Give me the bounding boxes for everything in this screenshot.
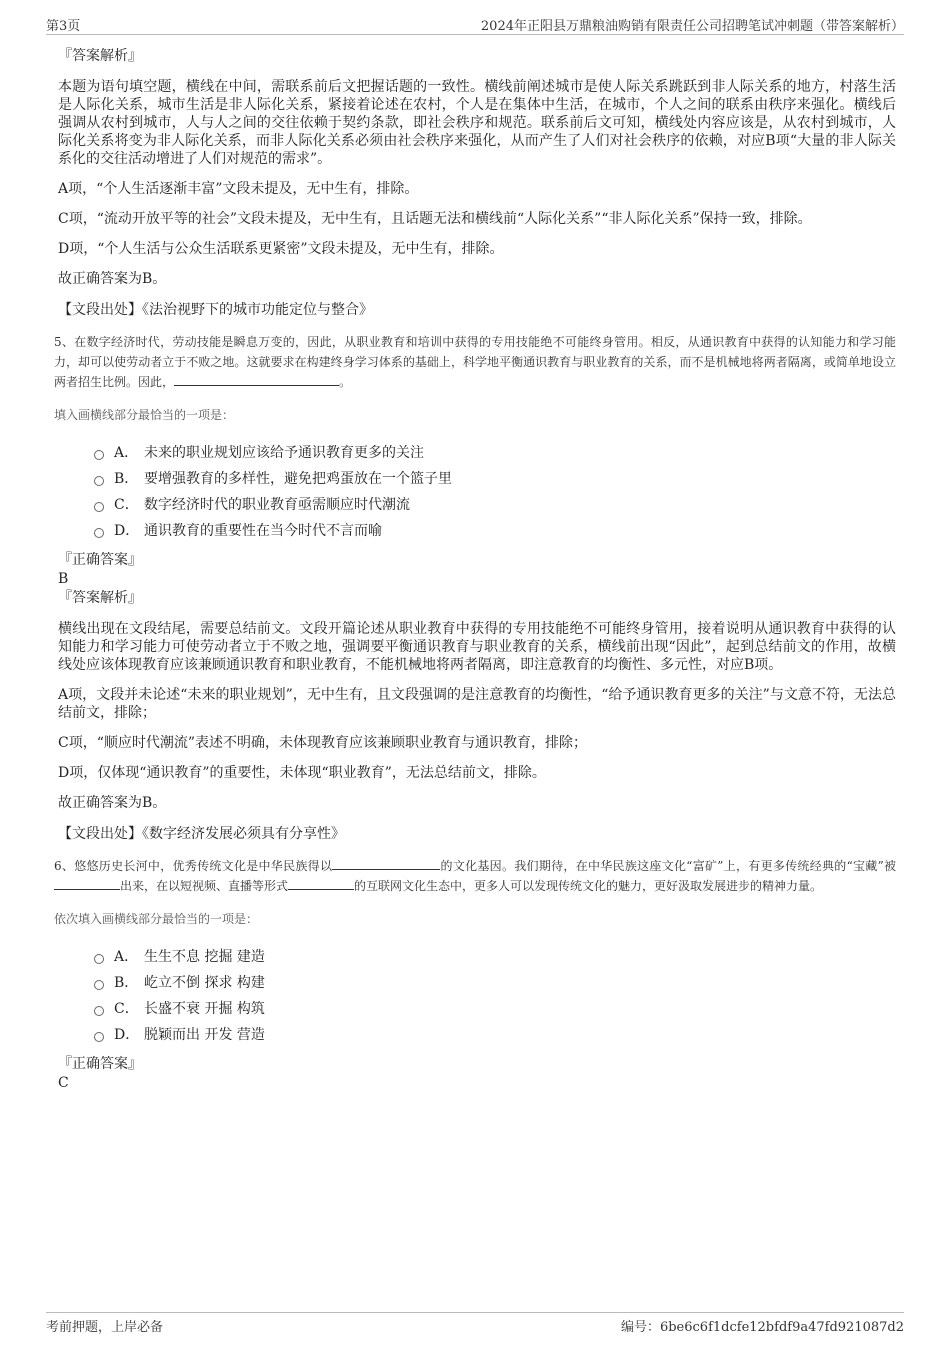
- analysis-label: 『答案解析』: [58, 590, 142, 606]
- question-instruction: 依次填入画横线部分最恰当的一项是：: [54, 912, 259, 926]
- page-content: [54, 46, 896, 1092]
- analysis-paragraph: 横线出现在文段结尾，需要总结前文。文段开篇论述从职业教育中获得的专用技能绝不可能终身管用，接着说明从通识教育中获得的认知能力和学习能力可使劳动者立于不败之地，强调要平衡通识教育与职业教育的关系，横线前出现“因此”，起到总结前文的作用，故横线处应该体现教育应该兼顾通识教育和职业教育，不能机械地将两者隔离，即注意教育的均衡性、多元性，对应B项。: [58, 621, 896, 673]
- radio-icon[interactable]: [94, 954, 104, 964]
- analysis-paragraph: D项，仅体现“通识教育”的重要性，未体现“职业教育”，无法总结前文，排除。: [58, 765, 546, 781]
- option-b[interactable]: B． 屹立不倒 探求 构建: [94, 970, 896, 996]
- question-5-stem: 5、在数字经济时代，劳动技能是瞬息万变的，因此，从职业教育和培训中获得的专用技能绝不可能终身管用。相反，从通识教育中获得的认知能力和学习能力，却可以使劳动者立于不败之地。这就要求在构建终身学习体系的基础上，科学地平衡通识教育与职业教育的关系，而不是机械地将两者隔离，或简单地设立两者招生比例。因此， 。: [54, 335, 896, 389]
- document-code: 编号：6be6c6f1dcfe12bfdf9a47fd921087d2: [620, 1320, 904, 1335]
- page-header: [46, 14, 904, 35]
- analysis-paragraph: 本题为语句填空题，横线在中间，需联系前后文把握话题的一致性。横线前阐述城市是使人际关系跳跃到非人际关系的地方，村落生活是人际化关系，城市生活是非人际化关系，紧接着论述在农村，个人是在集体中生活，在城市，个人之间的联系由秩序来强化。横线后强调从农村到城市，人与人之间的交往依赖于契约条款，即社会秩序和规范。联系前后文可知，横线处内容应该是，从农村到城市，人际化关系将变为非人际化关系，而非人际化关系必须由社会秩序来强化，从而产生了人们对社会秩序的依赖，对应B项“大量的非人际关系化的交往活动增进了人们对规范的需求”。: [58, 79, 896, 167]
- answer-value: C: [58, 1075, 69, 1091]
- radio-icon[interactable]: [94, 1032, 104, 1042]
- answer-label: 『正确答案』: [58, 552, 142, 568]
- analysis-paragraph: 故正确答案为B。: [58, 795, 167, 811]
- radio-icon[interactable]: [94, 450, 104, 460]
- option-d[interactable]: D． 脱颖而出 开发 营造: [94, 1022, 896, 1048]
- page-footer: [46, 1312, 904, 1335]
- footer-slogan: 考前押题，上岸必备: [46, 1320, 164, 1335]
- question-6-options: [94, 944, 896, 1048]
- document-title: 2024年正阳县万鼎粮油购销有限责任公司招聘笔试冲刺题（带答案解析）: [480, 19, 904, 34]
- option-c[interactable]: C． 数字经济时代的职业教育亟需顺应时代潮流: [94, 492, 896, 518]
- analysis-paragraph: C项，“顺应时代潮流”表述不明确，未体现教育应该兼顾职业教育与通识教育，排除；: [58, 735, 588, 751]
- analysis-paragraph: A项，文段并未论述“未来的职业规划”，无中生有，且文段强调的是注意教育的均衡性，“给予通识教育更多的关注”与文意不符，无法总结前文，排除；: [58, 687, 896, 721]
- page-number: 第3页: [46, 19, 81, 34]
- radio-icon[interactable]: [94, 476, 104, 486]
- analysis-paragraph: A项，“个人生活逐渐丰富”文段未提及，无中生有，排除。: [58, 181, 419, 197]
- analysis-paragraph: D项，“个人生活与公众生活联系更紧密”文段未提及，无中生有，排除。: [58, 241, 504, 257]
- analysis-label: 『答案解析』: [58, 48, 142, 64]
- option-c[interactable]: C． 长盛不衰 开掘 构筑: [94, 996, 896, 1022]
- analysis-paragraph: C项，“流动开放平等的社会”文段未提及，无中生有，且话题无法和横线前“人际化关系”“非人际化关系”保持一致，排除。: [58, 211, 812, 227]
- fill-blank: [332, 857, 440, 870]
- fill-blank: [54, 877, 120, 890]
- option-d[interactable]: D． 通识教育的重要性在当今时代不言而喻: [94, 518, 896, 544]
- option-a[interactable]: A． 生生不息 挖掘 建造: [94, 944, 896, 970]
- analysis-paragraph: 故正确答案为B。: [58, 271, 167, 287]
- fill-blank: [174, 373, 339, 386]
- fill-blank: [288, 877, 354, 890]
- question-instruction: 填入画横线部分最恰当的一项是：: [54, 408, 235, 422]
- option-a[interactable]: A． 未来的职业规划应该给予通识教育更多的关注: [94, 440, 896, 466]
- option-b[interactable]: B． 要增强教育的多样性，避免把鸡蛋放在一个篮子里: [94, 466, 896, 492]
- answer-value: B: [58, 571, 69, 587]
- answer-label: 『正确答案』: [58, 1056, 142, 1072]
- question-6-stem: 6、悠悠历史长河中，优秀传统文化是中华民族得以 的文化基因。我们期待，在中华民族这座文化“富矿”上，有更多传统经典的“宝藏”被出来，在以短视频、直播等形式 的互联网文化生态中，更多人可以发现传统文化的魅力，更好汲取发展进步的精神力量。: [54, 859, 896, 893]
- radio-icon[interactable]: [94, 502, 104, 512]
- question-5-options: [94, 440, 896, 544]
- source-citation: 【文段出处】《法治视野下的城市功能定位与整合》: [58, 302, 373, 318]
- radio-icon[interactable]: [94, 980, 104, 990]
- source-citation: 【文段出处】《数字经济发展必须具有分享性》: [58, 826, 345, 842]
- radio-icon[interactable]: [94, 528, 104, 538]
- radio-icon[interactable]: [94, 1006, 104, 1016]
